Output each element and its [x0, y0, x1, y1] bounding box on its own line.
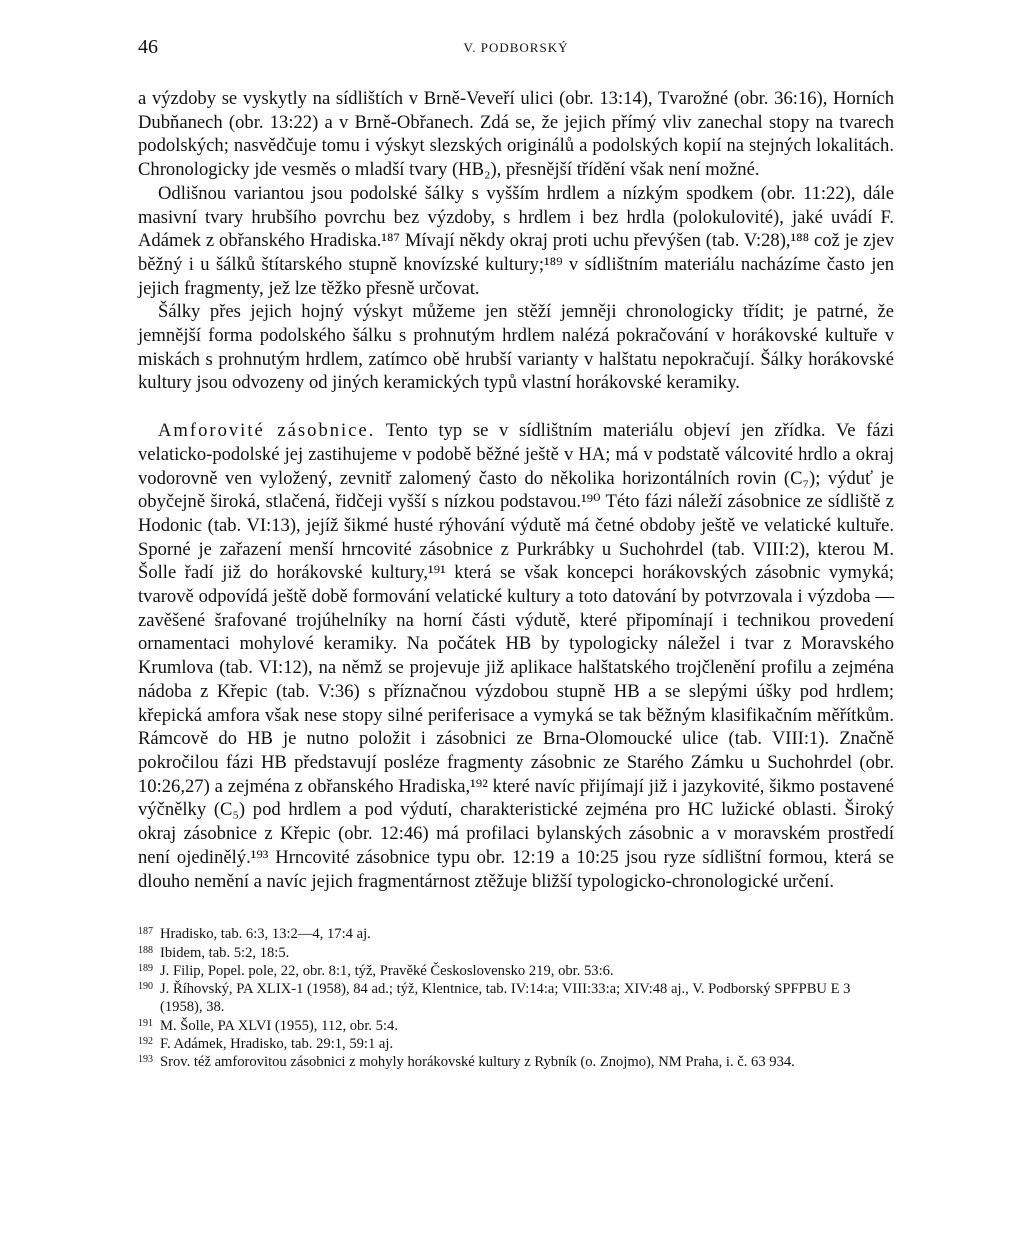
footnote-text: M. Šolle, PA XLVI (1955), 112, obr. 5:4.	[160, 1017, 398, 1034]
footnote-number: 189	[138, 962, 153, 974]
footnote-text: J. Filip, Popel. pole, 22, obr. 8:1, týž, Pravěké Československo 219, obr. 53:6.	[160, 962, 614, 979]
footnote	[138, 1035, 894, 1053]
footnote-number: 188	[138, 944, 153, 956]
footnote-text: Ibidem, tab. 5:2, 18:5.	[160, 944, 290, 961]
footnote-text: F. Adámek, Hradisko, tab. 29:1, 59:1 aj.	[160, 1035, 394, 1052]
paragraph-1: a výzdoby se vyskytly na sídlištích v Brně-Veveří ulici (obr. 13:14), Tvarožné (obr. 36:16), Horních Dubňanech (obr. 13:22) a v Brně-Obřanech. Zdá se, že jejich přímý vliv zanechal stopy na tvarech podolských; nasvědčuje tomu i výskyt slezských originálů a podolských kopií na stejných lokalitách. Chronologicky jde vesměs o mladší tvary (HB₂), přesnější třídění však není možné.	[138, 88, 894, 181]
footnote-text: Hradisko, tab. 6:3, 13:2—4, 17:4 aj.	[160, 926, 371, 943]
footnote-number: 193	[138, 1054, 153, 1066]
section-heading: Amforovité zásobnice.	[158, 420, 376, 442]
footnote	[138, 1053, 894, 1071]
footnote	[138, 962, 894, 980]
paragraph-2: Odlišnou variantou jsou podolské šálky s vyšším hrdlem a nízkým spodkem (obr. 11:22), dále masivní tvary hrubšího povrchu bez výzdoby, s hrdlem i bez hrdla (polokulovité), jaké uvádí F. Adámek z obřanského Hradiska.¹⁸⁷ Mívají někdy okraj proti uchu převýšen (tab. V:28),¹⁸⁸ což je zjev běžný i u šálků štítarského stupně knovízské kultury;¹⁸⁹ v sídlištním materiálu nacházíme často jen jejich fragmenty, jež lze těžko přesně určovat.	[138, 182, 894, 299]
footnote-number: 187	[138, 926, 153, 938]
footnote	[138, 944, 894, 962]
paragraph-4	[138, 419, 894, 893]
footnote-number: 192	[138, 1035, 153, 1047]
page	[138, 36, 894, 1072]
footnote	[138, 925, 894, 943]
body-text	[138, 87, 894, 893]
footnote-number: 191	[138, 1017, 153, 1029]
footnote-text: Srov. též amforovitou zásobnici z mohyly horákovské kultury z Rybník (o. Znojmo), NM Praha, i. č. 63 934.	[160, 1054, 795, 1071]
footnotes	[138, 925, 894, 1071]
footnote	[138, 980, 894, 1017]
footnote-number: 190	[138, 981, 153, 993]
page-number: 46	[138, 36, 158, 58]
paragraph-3: Šálky přes jejich hojný výskyt můžeme jen stěží jemněji chronologicky třídit; je patrné, že jemnější forma podolského šálku s prohnutým hrdlem nalézá pokračování v horákovské kultuře v miskách s prohnutým hrdlem, zatímco obě hrubší varianty v halštatu nepokračují. Šálky horákovské kultury jsou odvozeny od jiných keramických typů vlastní horákovské keramiky.	[138, 301, 894, 394]
footnote	[138, 1017, 894, 1035]
running-head: V. PODBORSKÝ	[463, 40, 569, 55]
page-header	[138, 36, 894, 66]
footnote-text: J. Říhovský, PA XLIX-1 (1958), 84 ad.; týž, Klentnice, tab. IV:14:a; VIII:33:a; XIV:48 aj., V. Podborský SPFPBU E 3 (1958), 38.	[160, 981, 851, 1016]
paragraph-4-text: Tento typ se v sídlištním materiálu objeví jen zřídka. Ve fázi velaticko-podolské jej zastihujeme v podobě běžné ještě v HA; má v podstatě válcovité hrdlo a okraj vodorovně ven vyložený, zevnitř zalomený často do několika horizontálních rovin (C₇); výduť je obyčejně široká, stlačená, řidčeji vyšší s nízkou podstavou.¹⁹⁰ Této fázi náleží zásobnice ze sídliště z Hodonic (tab. VI:13), jejíž šikmé husté rýhování výdutě má četné obdoby ještě ve velatické kultuře. Sporné je zařazení menší hrncovité zásobnice z Purkrábky u Suchohrdel (tab. VIII:2), kterou M. Šolle řadí již do horákovské kultury,¹⁹¹ která se však koncepci horákovských zásobnic vymyká; tvarově odpovídá ještě době formování velatické kultury a toto datování by potvrzovala i výzdoba — zavěšené šrafované trojúhelníky na horní části výdutě, které připomínají i technikou provedení ornamentaci mohylové keramiky. Na počátek HB by typologicky náležel i tvar z Moravského Krumlova (tab. VI:12), na němž se projevuje již aplikace halštatského trojčlenění profilu a zejména nádoba z Křepic (tab. V:36) s příznačnou výzdobou stupně HB a se slepými úšky pod hrdlem; křepická amfora však nese stopy silné periferisace a vymyká se tak běžným klasifikačním měřítkům. Rámcově do HB je nutno položit i zásobnici ze Brna-Olomoucké ulice (tab. VIII:1). Značně pokročilou fázi HB představují posléze fragmenty zásobnic ze Starého Zámku u Suchohrdel (obr. 10:26,27) a zejména z obřanského Hradiska,¹⁹² které navíc přijímají již i jazykovité, šikmo postavené výčnělky (C₅) pod hrdlem a pod výdutí, charakteristické zejména pro HC lužické oblasti. Široký okraj zásobnice z Křepic (obr. 12:46) má profilaci bylanských zásobnic a v moravském prostředí není ojedinělý.¹⁹³ Hrncovité zásobnice typu obr. 12:19 a 10:25 jsou ryze sídlištní formou, která se dlouho nemění a navíc jejich fragmentárnost ztěžuje bližší typologicko-chronologické určení.	[138, 420, 894, 892]
